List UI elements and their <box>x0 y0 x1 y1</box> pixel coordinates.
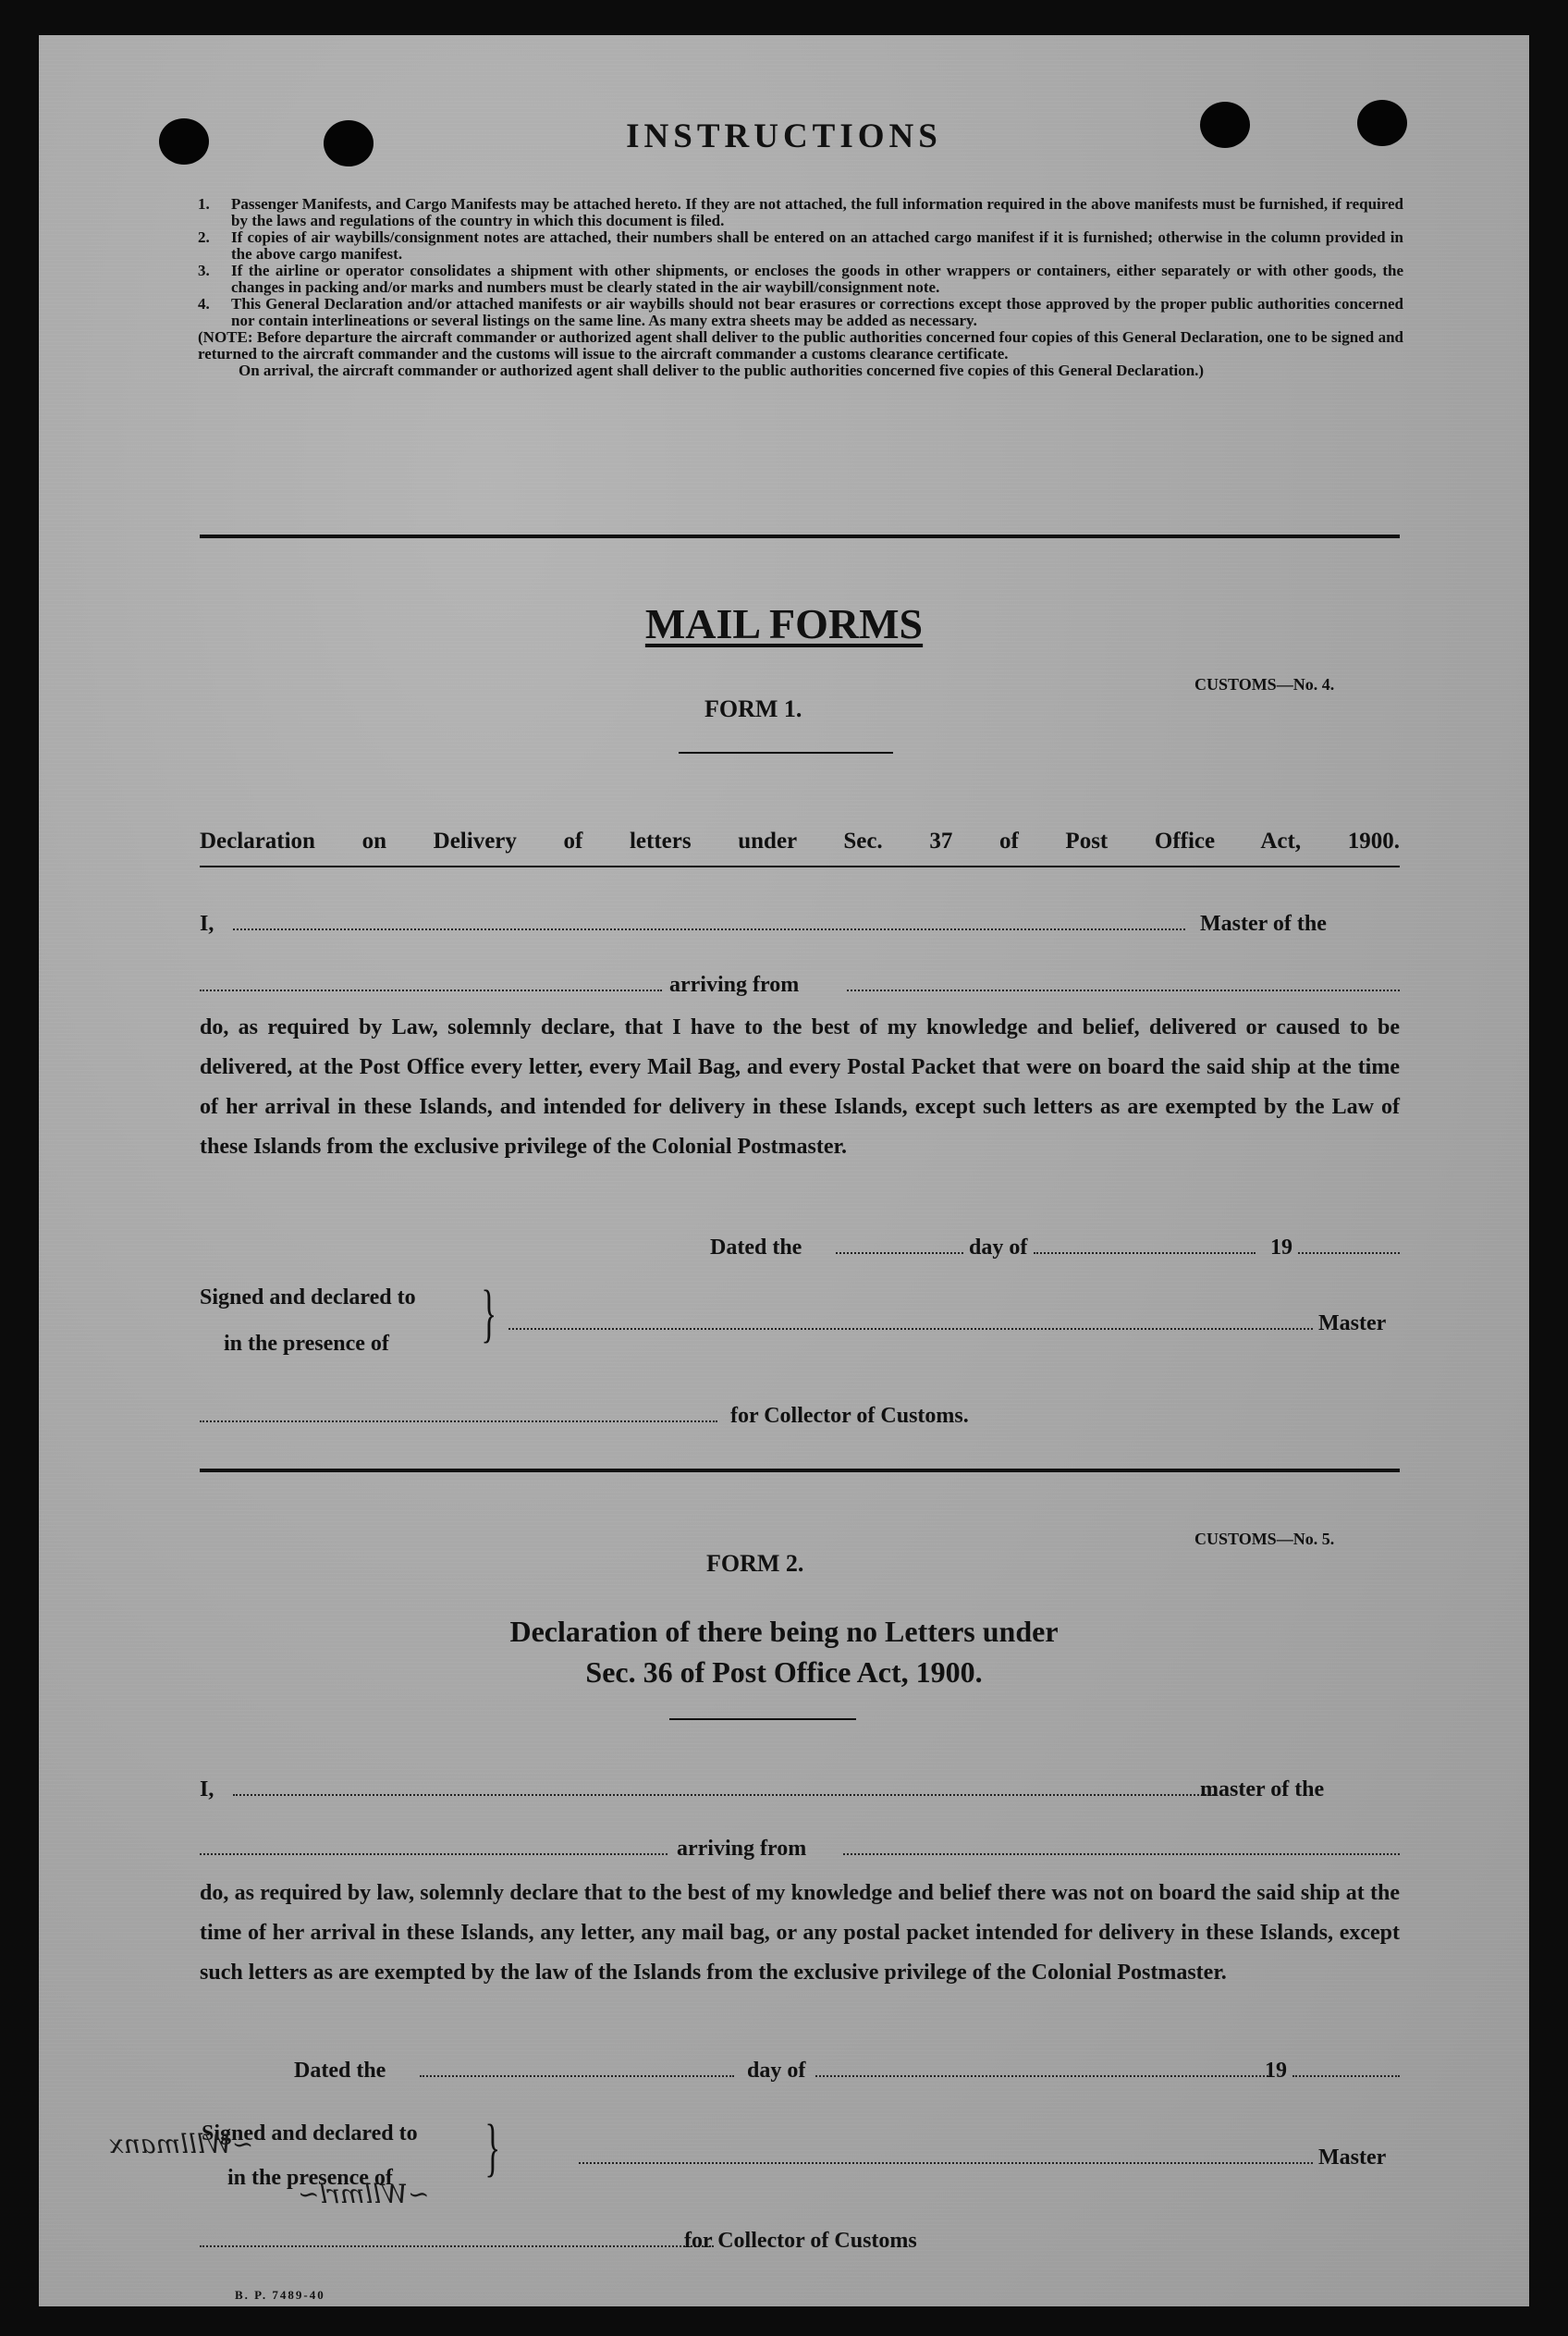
instructions-title: INSTRUCTIONS <box>626 117 942 155</box>
divider <box>200 535 1400 538</box>
form1-year: 19 <box>1270 1236 1292 1260</box>
form1-day-of: day of <box>969 1236 1028 1260</box>
form2-ship-field[interactable] <box>200 1853 668 1855</box>
form1-paragraph: do, as required by Law, solemnly declare, that I have to the best of my knowledge and belief, delivered or caused to be delivered, at the Post Office every letter, every Mail Bag, and every Postal Packet that were on board the said ship at the time of her arrival in these Islands, and intended for delivery in these Islands, except such letters as are exempted by the Law of these Islands from the exclusive privilege of the Colonial Postmaster. <box>200 1015 1400 1159</box>
form1-heading: FORM 1. <box>704 695 802 722</box>
instruction-item: 3. If the airline or operator consolidates a shipment with other shipments, or encloses the goods in other wrappers or containers, either separately or with other goods, the changes in packing and/or marks and numbers must be clearly stated in the air waybill/consignment note. <box>198 262 1403 296</box>
form2-customs-number: CUSTOMS—No. 5. <box>1194 1530 1335 1548</box>
form1-collector-field[interactable] <box>200 1420 717 1422</box>
instruction-item: 2. If copies of air waybills/consignment notes are attached, their numbers shall be entered on an attached cargo manifest if it is furnished; otherwise in the column provided in the above cargo manifest. <box>198 228 1403 263</box>
form2-name-field[interactable] <box>233 1794 1217 1796</box>
form2-paragraph: do, as required by law, solemnly declare that to the best of my knowledge and belief there was not on board the said ship at the time of her arrival in these Islands, any letter, any mail bag, or any postal packet intended for delivery in these Islands, except such letters as are exempted by the law of the Islands from the exclusive privilege of the Colonial Postmaster. <box>200 1881 1400 1985</box>
form2-master-signature-field[interactable] <box>579 2162 1313 2164</box>
divider <box>669 1718 856 1720</box>
form1-date-field[interactable] <box>836 1252 963 1254</box>
form2-dated-the: Dated the <box>294 2059 386 2083</box>
instruction-item: 4. This General Declaration and/or attached manifests or air waybills should not bear erasures or corrections except those approved by the proper public authorities concerned nor contain interlineations or several listings on the same line. As many extra sheets may be added as necessary. <box>198 295 1403 329</box>
form2-declaration-line1: Declaration of there being no Letters under <box>509 1615 1059 1648</box>
form2-for-collector: for Collector of Customs <box>684 2229 917 2253</box>
form2-master-of-the: master of the <box>1200 1777 1325 1801</box>
divider <box>679 752 893 754</box>
form1-signed-line1: Signed and declared to <box>200 1285 416 1309</box>
form1-customs-number: CUSTOMS—No. 4. <box>1194 675 1335 694</box>
form1-brace: } <box>481 1278 497 1349</box>
form2-day-of: day of <box>747 2059 806 2083</box>
form2-signed-line2: in the presence of <box>227 2166 393 2190</box>
handwritten-signature: ~Wllmrl~ <box>298 2179 430 2209</box>
form2-year: 19 <box>1265 2059 1287 2083</box>
handwritten-signature: ~Wlllmanx <box>109 2129 254 2159</box>
form1-master-of-the: Master of the <box>1200 912 1327 936</box>
form2-arriving-from-field[interactable] <box>843 1853 1400 1855</box>
mail-forms-title: MAIL FORMS <box>644 600 924 647</box>
divider <box>200 1469 1400 1472</box>
form2-arriving-from: arriving from <box>677 1837 807 1861</box>
footer-form-code: B. P. 7489-40 <box>235 2288 325 2302</box>
form1-year-field[interactable] <box>1298 1252 1400 1254</box>
form1-name-field[interactable] <box>233 928 1185 930</box>
form1-master-signature-field[interactable] <box>508 1328 1313 1330</box>
form1-signed-line2: in the presence of <box>224 1332 389 1356</box>
form1-master: Master <box>1318 1311 1387 1335</box>
form1-month-field[interactable] <box>1034 1252 1256 1254</box>
form2-year-field[interactable] <box>1292 2075 1400 2077</box>
form2-signed-line1: Signed and declared to <box>202 2121 418 2145</box>
form1-declaration-title: Declaration on Delivery of letters under Sec. 37 of Post Office Act, 1900. <box>200 829 1400 854</box>
form1-ship-field[interactable] <box>200 990 662 991</box>
form1-i-label: I, <box>200 912 214 936</box>
form1-dated-the: Dated the <box>710 1236 802 1260</box>
divider <box>200 866 1400 867</box>
form2-collector-field[interactable] <box>200 2245 714 2247</box>
instructions-list <box>198 196 1403 379</box>
form2-i-label: I, <box>200 1777 214 1801</box>
instruction-item: 1. Passenger Manifests, and Cargo Manifests may be attached hereto. If they are not attached, the full information required in the above manifests must be furnished, if required by the laws and regulations of the country in which this document is filed. <box>198 195 1403 229</box>
form2-master: Master <box>1318 2145 1387 2170</box>
form2-brace: } <box>484 2112 501 2183</box>
form1-arriving-from: arriving from <box>669 973 800 997</box>
form2-month-field[interactable] <box>815 2075 1272 2077</box>
document-page <box>39 35 1529 2306</box>
form2-heading: FORM 2. <box>706 1550 804 1577</box>
form1-for-collector: for Collector of Customs. <box>730 1404 969 1428</box>
form1-arriving-from-field[interactable] <box>847 990 1400 991</box>
instruction-note: (NOTE: Before departure the aircraft commander or authorized agent shall deliver to the public authorities concerned four copies of this General Declaration, one to be signed and returned to the aircraft commander and the customs will issue to the aircraft commander a customs clearance certificate. On arrival, the aircraft commander or authorized agent shall deliver to the public authorities concerned five copies of this General Declaration.) <box>198 328 1403 379</box>
form2-declaration-line2: Sec. 36 of Post Office Act, 1900. <box>585 1655 983 1689</box>
form2-date-field[interactable] <box>420 2075 734 2077</box>
